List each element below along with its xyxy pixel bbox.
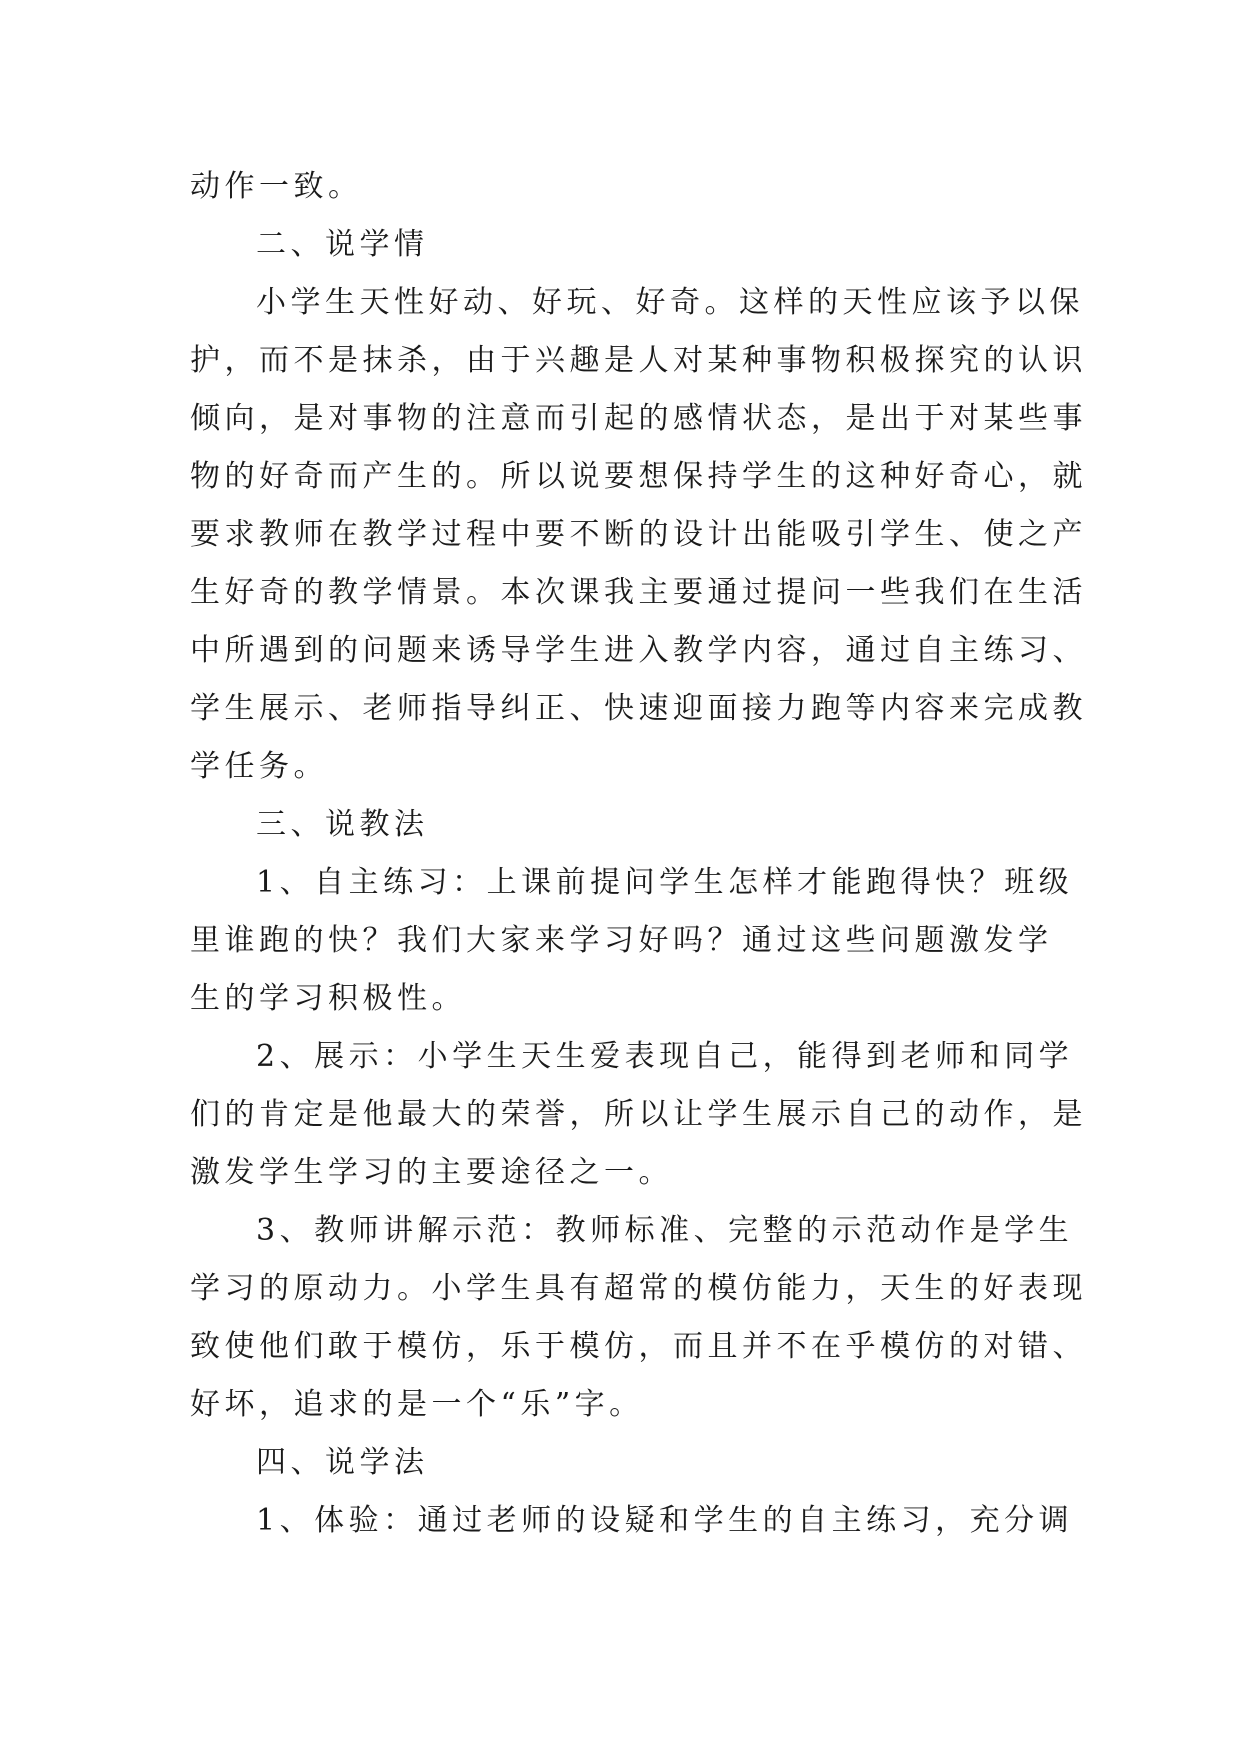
text-line: 要求教师在教学过程中要不断的设计出能吸引学生、使之产 [190, 517, 1087, 552]
document-body [190, 158, 1087, 1550]
text-line: 倾向，是对事物的注意而引起的感情状态，是出于对某些事 [190, 401, 1087, 436]
text-line: 学任务。 [190, 749, 328, 784]
text-line: 3、教师讲解示范：教师标准、完整的示范动作是学生 [256, 1213, 1074, 1248]
text-line: 致使他们敢于模仿，乐于模仿，而且并不在乎模仿的对错、 [190, 1329, 1087, 1364]
text-line: 里谁跑的快？我们大家来学习好吗？通过这些问题激发学 [190, 923, 1053, 958]
text-line: 2、展示：小学生天生爱表现自己，能得到老师和同学 [256, 1039, 1074, 1074]
text-line: 学生展示、老师指导纠正、快速迎面接力跑等内容来完成教 [190, 691, 1087, 726]
text-line: 学习的原动力。小学生具有超常的模仿能力，天生的好表现 [190, 1271, 1087, 1306]
text-line: 中所遇到的问题来诱导学生进入教学内容，通过自主练习、 [190, 633, 1087, 668]
text-line: 们的肯定是他最大的荣誉，所以让学生展示自己的动作，是 [190, 1097, 1087, 1132]
text-line: 生好奇的教学情景。本次课我主要通过提问一些我们在生活 [190, 575, 1087, 610]
text-line: 生的学习积极性。 [190, 981, 466, 1016]
section-heading: 三、说教法 [256, 807, 429, 842]
text-line: 1、体验：通过老师的设疑和学生的自主练习，充分调 [256, 1503, 1074, 1538]
section-heading: 二、说学情 [256, 227, 429, 262]
section-heading: 四、说学法 [256, 1445, 429, 1480]
text-line: 激发学生学习的主要途径之一。 [190, 1155, 673, 1190]
text-line: 1、自主练习：上课前提问学生怎样才能跑得快？班级 [256, 865, 1074, 900]
text-line: 小学生天性好动、好玩、好奇。这样的天性应该予以保 [256, 285, 1084, 320]
text-line: 护，而不是抹杀，由于兴趣是人对某种事物积极探究的认识 [190, 343, 1087, 378]
text-line: 好坏，追求的是一个“乐”字。 [190, 1387, 644, 1422]
text-line: 动作一致。 [190, 169, 363, 204]
text-line: 物的好奇而产生的。所以说要想保持学生的这种好奇心，就 [190, 459, 1087, 494]
